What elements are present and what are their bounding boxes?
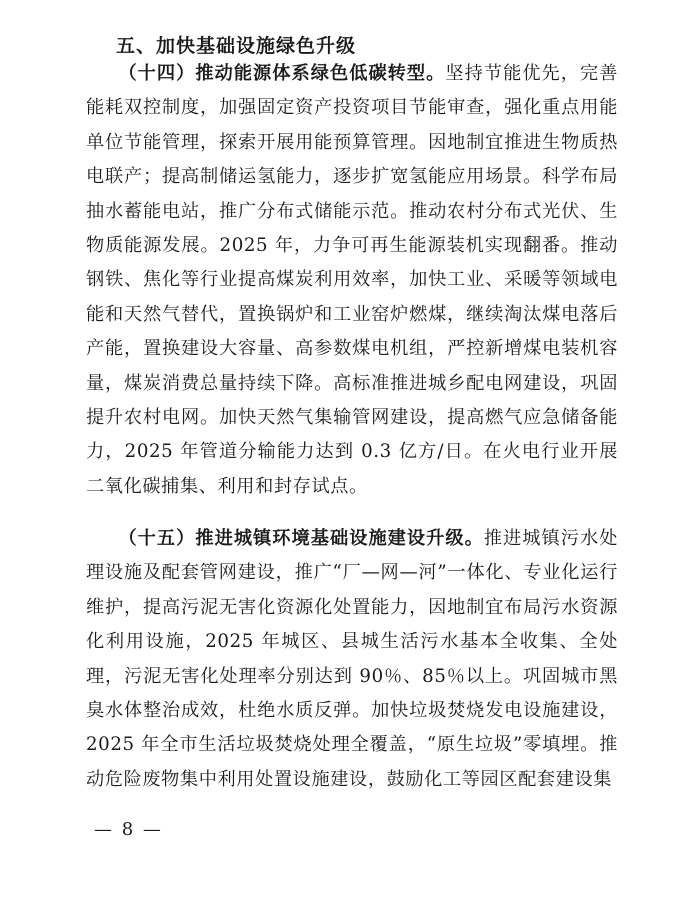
paragraph-15-lead: （十五）推进城镇环境基础设施建设升级。 <box>118 528 484 549</box>
page-number: — 8 — <box>94 819 163 840</box>
paragraph-14-body: 坚持节能优先，完善能耗双控制度，加强固定资产投资项目节能审查，强化重点用能单位节能管理，探索开展用能预算管理。因地制宜推进生物质热电联产；提高制储运氢能力，逐步扩宽氢能应用场景。科学布局抽水蓄能电站，推广分布式储能示范。推动农村分布式光伏、生物质能源发展。2025 年，力争可再生能源装机实现翻番。推动钢铁、焦化等行业提高煤炭利用效率，加快工业、采暖等领域电能和天然气替代，置换锅炉和工业窑炉燃煤，继续淘汰煤电落后产能，置换建设大容量、高参数煤电机组，严控新增煤电装机容量，煤炭消费总量持续下降。高标准推进城乡配电网建设，巩固提升农村电网。加快天然气集输管网建设，提高燃气应急储备能力，2025 年管道分输能力达到 0.3 亿方/日。在火电行业开展二氧化碳捕集、利用和封存试点。 <box>86 63 619 497</box>
paragraph-15-body: 推进城镇污水处理设施及配套管网建设，推广“厂—网—河”一体化、专业化运行维护，提高污泥无害化资源化处置能力，因地制宜布局污水资源化利用设施，2025 年城区、县城生活污水基本全收集、全处理，污泥无害化处理率分别达到 90％、85％以上。巩固城市黑臭水体整治成效，杜绝水质反弹。加快垃圾焚烧发电设施建设，2025 年全市生活垃圾焚烧处理全覆盖，“原生垃圾”零填埋。推动危险废物集中利用处置设施建设，鼓励化工等园区配套建设集 <box>86 528 618 790</box>
section-heading: 五、加快基础设施绿色升级 <box>116 35 357 57</box>
paragraph-15 <box>86 522 618 797</box>
paragraph-14 <box>86 57 618 504</box>
paragraph-14-lead: （十四）推动能源体系绿色低碳转型。 <box>118 63 446 84</box>
